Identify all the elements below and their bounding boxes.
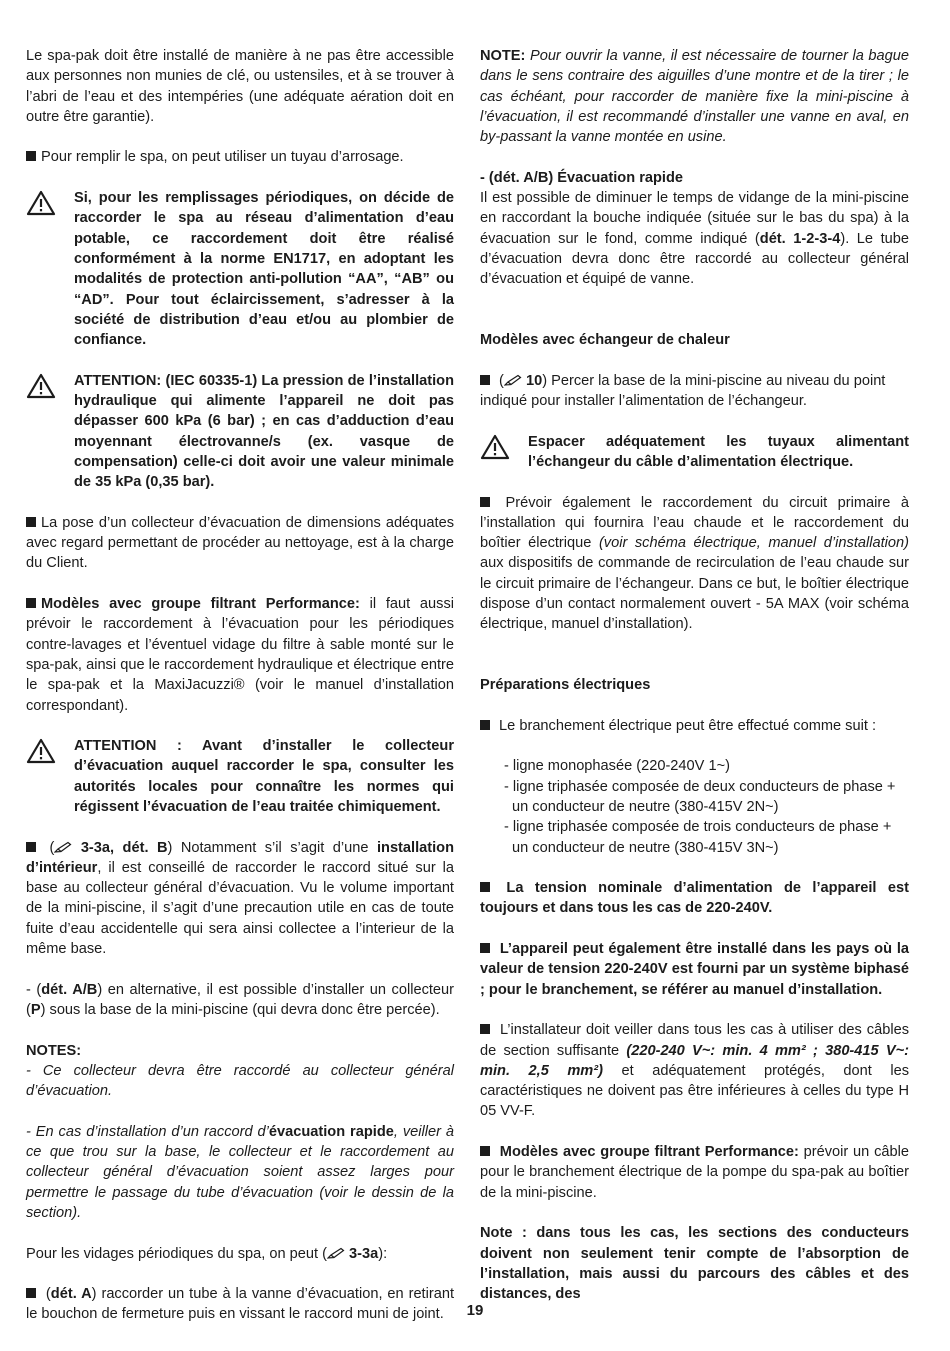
alt-b: ) en alternative, il est possible d’installer un collecteur ( (26, 981, 455, 1018)
biphase-text: L’appareil peut également être installé dans les pays où la valeur de tension 220-240V est fourni par un système biphasé ; pour le branchement, se référer au manuel d’installation. (480, 941, 909, 998)
note2-bold: évacuation rapide (268, 1123, 394, 1140)
note-2 (26, 1122, 454, 1223)
cables-spec: (220-240 V~: min. 4 mm² ; 380-415 V~: min. 2,5 mm²) (480, 1042, 909, 1079)
note2-a: - En cas d’installation d’un raccord d’ (26, 1123, 269, 1140)
quick-ref: dét. 1-2-3-4 (759, 230, 841, 247)
warning-block (26, 188, 454, 350)
paragraph-tension (480, 878, 909, 919)
exchanger-text: ) Percer la base de la mini-piscine au niveau du point indiqué pour installer l’alimentation de l’échangeur. (480, 372, 886, 410)
pencil-icon (504, 374, 522, 386)
square-bullet-icon (480, 882, 490, 892)
warning-block (480, 432, 909, 473)
warning-triangle-icon (26, 738, 56, 764)
warning-text: ATTENTION: (IEC 60335-1) La pression de l’installation hydraulique qui alimente l’appareil ne doit pas dépasser 600 kPa (6 bar) ; en cas d’adduction d’eau moyennant électrovanne/s (ex. vasque de compensation) celle-ci doit avoir une valeur minimale de 35 kPa (0,35 bar). (74, 372, 454, 491)
note-label: NOTE: (480, 48, 526, 64)
valve-ref: dét. A (50, 1286, 92, 1303)
list-item: - ligne monophasée (220-240V 1~) (504, 758, 730, 775)
tension-text: La tension nominale d’alimentation de l’appareil est toujours et dans tous les cas de 220-240V. (480, 880, 909, 917)
paragraph-cables (480, 1020, 909, 1121)
perf-heading: Modèles avec groupe filtrant Performance: (495, 1144, 799, 1161)
paragraph-fill (26, 147, 454, 167)
heading-exchanger: Modèles avec échangeur de chaleur (480, 332, 730, 349)
pencil-icon (54, 841, 72, 853)
performance-heading: Modèles avec groupe filtrant Performance: (41, 596, 360, 613)
square-bullet-icon (26, 517, 36, 527)
alt-a: - ( (26, 981, 42, 998)
warning-text: Si, pour les remplissages périodiques, on décide de raccorder le spa au réseau d’alimentation d’eau potable, ce raccordement doit être réalisé conformément à la norme EN1717, en adoptant les modalités de protection anti-pollution “AA”, “AB” ou “AD”. Pour tout éclaircissement, s’adresser à la société de distribution d’eau et/ou au plombier de confiance. (74, 190, 454, 349)
performance-text: il faut aussi prévoir le raccordement à l’évacuation pour les périodiques contre-lavages et l’éventuel vidage du filtre à sable monté sur le spa-pak, ainsi que le raccordement hydraulique et électrique entre le spa-pak et la MaxiJacuzzi® (voir le manuel d’installation correspondant). (26, 596, 454, 714)
notes-title: NOTES: (26, 1042, 82, 1059)
paragraph-alternative (26, 980, 454, 1021)
note2-b: , veiller à ce que trou sur la base, le collecteur et le raccordement au collecteur général d’évacuation soient assez larges pour permettre le passage du tube d’évacuation (voir le dessin de la section). (26, 1123, 454, 1221)
page-number: 19 (466, 1302, 484, 1319)
square-bullet-icon (480, 497, 490, 507)
warning-block (26, 371, 454, 493)
square-bullet-icon (480, 720, 490, 730)
left-column (26, 46, 454, 1345)
square-bullet-icon (480, 375, 490, 385)
cables-b: et adéquatement protégés, dont les caractéristiques ne doivent pas être inférieures à celles du type H 05 VV-F. (480, 1062, 909, 1120)
list-item: - ligne triphasée composée de deux conducteurs de phase + un conducteur de neutre (380-415V 2N~) (504, 778, 896, 815)
square-bullet-icon (26, 598, 36, 608)
alt-p: P (30, 1001, 41, 1018)
pencil-icon (327, 1247, 345, 1259)
warning-text: ATTENTION : Avant d’installer le collecteur d’évacuation auquel raccorder le spa, consulter les autorités locales pour connaître les normes qui régissent l’évacuation de l’eau traitée chimiquement. (74, 738, 454, 815)
elec-intro-text: Le branchement électrique peut être effectué comme suit : (495, 717, 877, 734)
paragraph-elec-intro (480, 716, 909, 736)
interior-text-a: ) Notamment s’il s’agit d’une (167, 839, 377, 856)
note-text: Pour ouvrir la vanne, il est nécessaire de tourner la bague dans le sens contraire des aiguilles d’une montre et de la tirer ; le cas échéant, pour raccorder de manière fixe la mini-piscine à l’évacuation, il est recommandé d’installer une vanne en aval, en by-passant la vanne montée en usine. (480, 48, 909, 146)
warning-block (26, 736, 454, 817)
interior-bold: installation d’intérieur (26, 839, 454, 876)
paren: ( (495, 372, 504, 389)
paragraph-primary-circuit (480, 493, 909, 635)
fill-text: Pour remplir le spa, on peut utiliser un tuyau d’arrosage. (41, 149, 404, 166)
warning-triangle-icon (26, 190, 56, 216)
quick-b: ). Le tube d’évacuation devra donc être raccordé au collecteur général d’évacuation et équipé de vanne. (480, 230, 909, 288)
note-valve (480, 46, 909, 147)
paragraph-performance (26, 594, 454, 716)
paragraph-final-note: Note : dans tous les cas, les sections des conducteurs doivent non seulement tenir compte de l’absorption de l’installation, mais aussi du parcours des câbles et des distances, des (480, 1225, 909, 1303)
valve-b: ) raccorder un tube à la vanne d’évacuation, en retirant le bouchon de fermeture puis en vissant le raccord muni de joint. (26, 1286, 455, 1323)
periodic-ref: 3-3a (345, 1245, 379, 1262)
note-1: - Ce collecteur devra être raccordé au collecteur général d’évacuation. (26, 1062, 454, 1100)
paragraph-biphase (480, 939, 909, 1000)
line-type-list (480, 756, 909, 857)
valve-a: ( (41, 1286, 51, 1303)
figure-ref: 3-3a, dét. B (72, 839, 168, 856)
primary-b: aux dispositifs de commande de recirculation de l’eau chaude sur le circuit primaire de l’échangeur. Dans ce but, le boîtier électrique dispose d’un contact normalement ouvert - 5A MAX (voir schéma électrique, manuel d’installation). (480, 555, 909, 633)
alt-c: ) sous la base de la mini-piscine (qui devra donc être percée). (40, 1001, 440, 1018)
primary-italic: (voir schéma électrique, manuel d’installation) (598, 535, 909, 552)
interior-text-b: , il est conseillé de raccorder le raccord situé sur la base au collecteur général d’évacuation. Vu le volume important de la mini-piscine, il s’agit d’une precaution utile en cas de toute fuite d’eau accidentelle qui sera ainsi collectee a l’interieur de la même base. (26, 859, 454, 958)
cables-a: L’installateur doit veiller dans tous les cas à utiliser des câbles de section suffisante (480, 1022, 909, 1059)
right-column (480, 46, 909, 1325)
primary-a: Prévoir également le raccordement du circuit primaire à l’installation qui fournira l’eau chaude et le raccordement du boîtier électrique (480, 494, 909, 552)
periodic-b: ): (378, 1245, 388, 1262)
square-bullet-icon (26, 151, 36, 161)
heading-electrical: Préparations électriques (480, 677, 651, 694)
alt-ref: dét. A/B (41, 981, 98, 998)
perf-text: prévoir un câble pour le branchement électrique de la pompe du spa-pak au boîtier de la mini-piscine. (480, 1144, 909, 1201)
warning-text: Espacer adéquatement les tuyaux alimentant l’échangeur du câble d’alimentation électrique. (528, 433, 909, 470)
paren: ( (41, 839, 55, 856)
exchanger-ref: 10 (521, 372, 543, 389)
quick-a: Il est possible de diminuer le temps de vidange de la mini-piscine en raccordant la bouche indiquée (située sur le bas du spa) à la évacuation sur le fond, comme indiqué ( (480, 190, 909, 247)
warning-triangle-icon (480, 434, 510, 460)
square-bullet-icon (480, 1024, 490, 1034)
list-item: - ligne triphasée composée de trois conducteurs de phase + un conducteur de neutre (380-415V 3N~) (504, 819, 892, 856)
paragraph-collector (26, 513, 454, 574)
collector-text: La pose d’un collecteur d’évacuation de dimensions adéquates avec regard permettant de procéder au nettoyage, est à la charge du Client. (26, 514, 454, 572)
square-bullet-icon (480, 1146, 490, 1156)
paragraph-performance-elec (480, 1142, 909, 1203)
paragraph-periodic (26, 1244, 454, 1264)
square-bullet-icon (480, 943, 490, 953)
periodic-a: Pour les vidages périodiques du spa, on peut ( (26, 1245, 327, 1262)
square-bullet-icon (26, 1288, 36, 1298)
square-bullet-icon (26, 842, 36, 852)
paragraph-spa-pak: Le spa-pak doit être installé de manière à ne pas être accessible aux personnes non munies de clé, ou ustensiles, et à se trouver à l’abri de l’eau et des intempéries (une adéquate aération doit en outre être garantie). (26, 48, 454, 125)
paragraph-exchanger (480, 371, 909, 412)
paragraph-quick-drain (480, 188, 909, 289)
paragraph-interior (26, 838, 454, 960)
warning-triangle-icon (26, 373, 56, 399)
quick-drain-title: - (dét. A/B) Évacuation rapide (480, 169, 683, 186)
